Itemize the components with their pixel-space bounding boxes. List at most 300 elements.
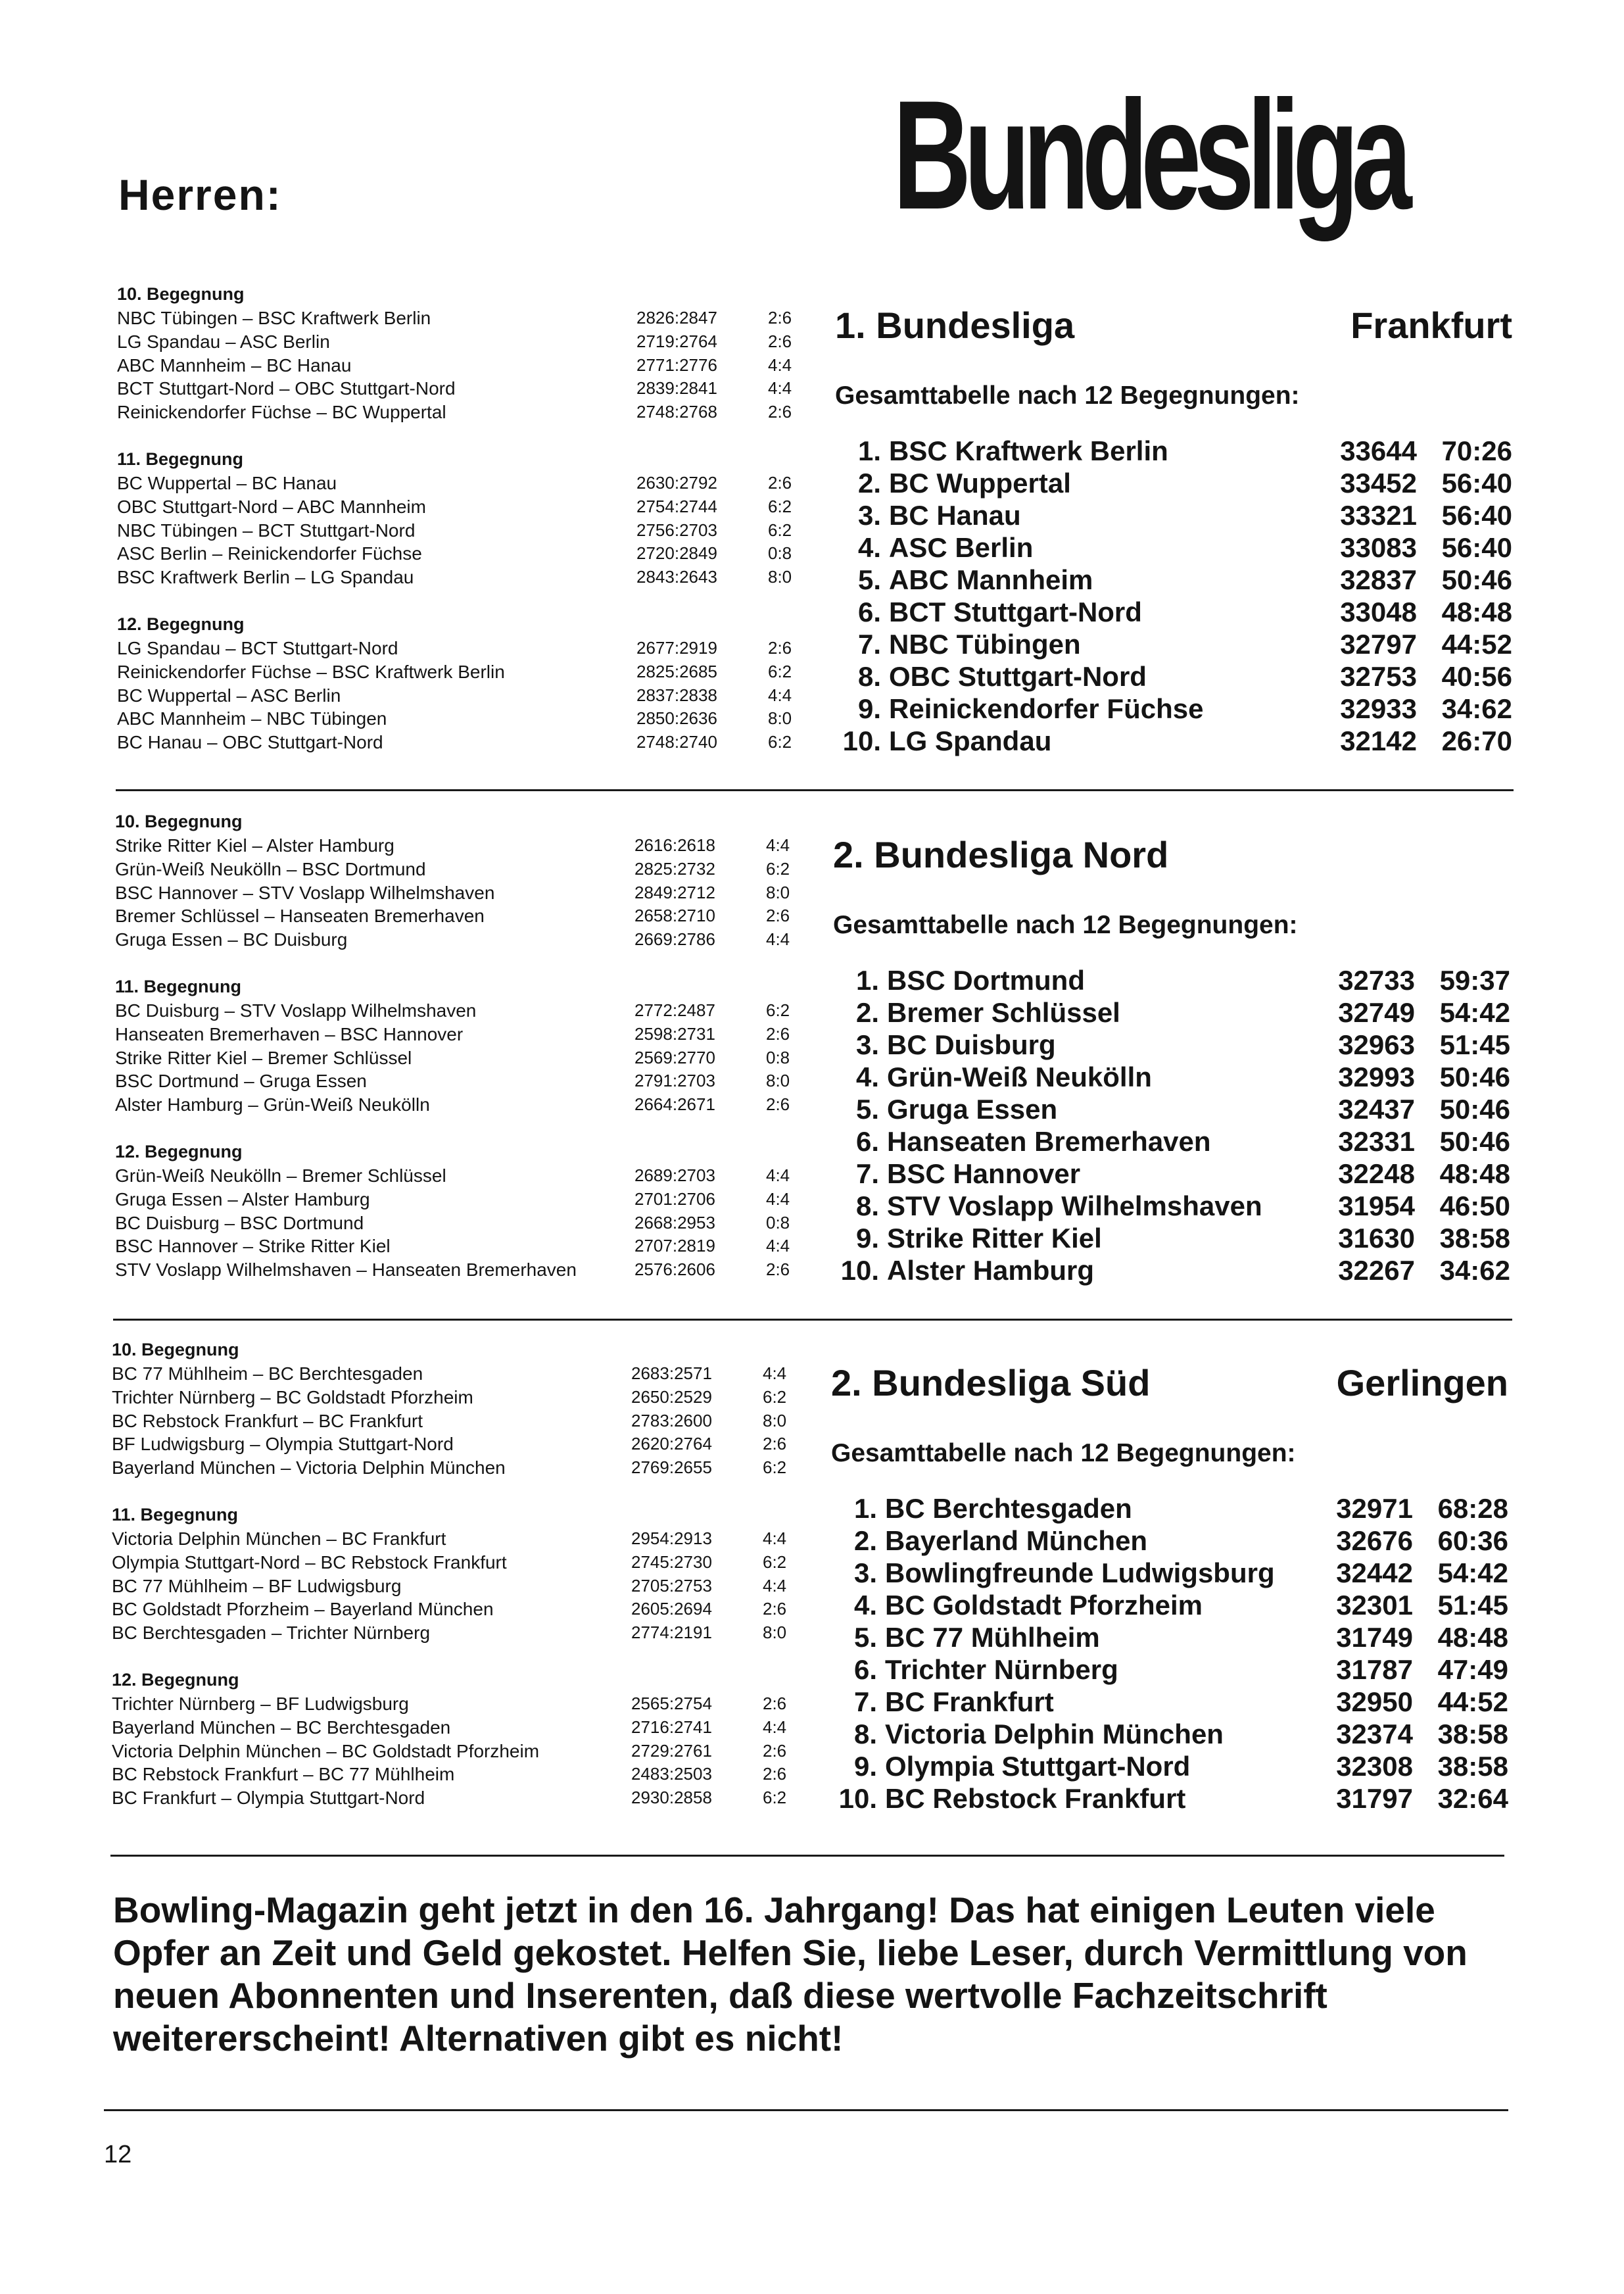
match-row xyxy=(112,1362,809,1386)
match-pins: 2839:2841 xyxy=(636,378,717,399)
standings-team: BSC Kraftwerk Berlin xyxy=(889,435,1168,466)
standings-rank: 7. xyxy=(855,1158,879,1189)
standings-rank: 9. xyxy=(857,693,881,724)
standings-team: Trichter Nürnberg xyxy=(885,1654,1118,1685)
match-teams: BC Wuppertal – ASC Berlin xyxy=(117,685,341,706)
match-points: 2:6 xyxy=(763,1434,787,1454)
match-pins: 2769:2655 xyxy=(631,1457,712,1478)
match-row xyxy=(115,1234,812,1258)
match-pins: 2771:2776 xyxy=(636,354,717,375)
match-teams: Reinickendorfer Füchse – BSC Kraftwerk Berlin xyxy=(117,661,505,682)
standings-team: Grün-Weiß Neukölln xyxy=(887,1062,1152,1092)
match-row xyxy=(117,401,814,424)
standings-points: 60:36 xyxy=(1437,1525,1508,1556)
standings-rank: 5. xyxy=(855,1094,879,1125)
match-pins: 2754:2744 xyxy=(636,496,717,516)
round-title: 12. Begegnung xyxy=(112,1669,239,1690)
league-name: 2. Bundesliga Nord xyxy=(833,834,1169,875)
match-teams: BC Rebstock Frankfurt – BC Frankfurt xyxy=(112,1410,423,1431)
round-title: 11. Begegnung xyxy=(112,1504,239,1525)
match-row xyxy=(115,1258,812,1282)
league-venue: Gerlingen xyxy=(1336,1362,1508,1403)
match-points: 2:6 xyxy=(768,472,792,493)
standings-pins: 32733 xyxy=(1338,965,1415,996)
standings-rank: 4. xyxy=(855,1062,879,1092)
match-teams: BC 77 Mühlheim – BF Ludwigsburg xyxy=(112,1575,402,1596)
match-points: 4:4 xyxy=(768,354,792,375)
match-row xyxy=(115,1188,812,1211)
standings-pins: 31954 xyxy=(1338,1190,1415,1221)
round-block xyxy=(117,447,814,589)
match-pins: 2616:2618 xyxy=(634,835,715,855)
match-teams: BSC Hannover – Strike Ritter Kiel xyxy=(115,1236,391,1257)
footer-divider xyxy=(104,2109,1508,2111)
standings-team: Bremer Schlüssel xyxy=(887,997,1120,1028)
league-name: 1. Bundesliga xyxy=(835,305,1075,346)
match-points: 4:4 xyxy=(766,929,790,950)
round-block xyxy=(115,1139,812,1282)
standings-points: 50:46 xyxy=(1441,564,1512,595)
standings-team: Alster Hamburg xyxy=(887,1255,1095,1286)
match-points: 6:2 xyxy=(763,1457,787,1478)
standings-points: 38:58 xyxy=(1437,1751,1508,1782)
match-row xyxy=(112,1692,809,1716)
match-points: 2:6 xyxy=(766,1023,790,1044)
match-pins: 2774:2191 xyxy=(631,1623,712,1643)
match-row xyxy=(117,472,814,495)
standings-points: 40:56 xyxy=(1441,661,1512,692)
league-1-table xyxy=(835,301,1512,757)
standings-row xyxy=(833,1158,1510,1190)
standings-row xyxy=(833,1190,1510,1222)
standings-row xyxy=(831,1492,1508,1525)
league-title xyxy=(835,301,1512,351)
match-pins: 2729:2761 xyxy=(631,1740,712,1761)
match-pins: 2772:2487 xyxy=(634,1000,715,1020)
standings-row xyxy=(833,1254,1510,1286)
standings-points: 50:46 xyxy=(1439,1126,1510,1157)
round-block xyxy=(112,1667,809,1810)
match-row xyxy=(112,1574,809,1598)
match-row xyxy=(112,1716,809,1740)
round-title: 12. Begegnung xyxy=(115,1141,243,1161)
standings-caption: Gesamttabelle nach 12 Begegnungen: xyxy=(835,381,1300,410)
standings-points: 68:28 xyxy=(1437,1493,1508,1524)
match-row xyxy=(115,1023,812,1046)
match-pins: 2825:2732 xyxy=(634,858,715,879)
standings-team: BC Rebstock Frankfurt xyxy=(885,1783,1186,1814)
standings-team: Strike Ritter Kiel xyxy=(887,1223,1102,1254)
standings-team: Bayerland München xyxy=(885,1525,1148,1556)
standings-rank: 9. xyxy=(855,1223,879,1254)
standings-team: BC Goldstadt Pforzheim xyxy=(885,1590,1203,1621)
match-points: 2:6 xyxy=(763,1599,787,1619)
match-points: 4:4 xyxy=(766,835,790,855)
standings-pins: 32963 xyxy=(1338,1029,1415,1060)
match-row xyxy=(112,1456,809,1480)
section-heading: Herren: xyxy=(118,170,282,219)
match-row xyxy=(117,495,814,519)
standings-pins: 33321 xyxy=(1340,500,1417,531)
standings-pins: 32374 xyxy=(1336,1719,1413,1749)
match-points: 4:4 xyxy=(763,1363,787,1383)
standings-points: 32:64 xyxy=(1437,1783,1508,1814)
match-pins: 2791:2703 xyxy=(634,1071,715,1091)
standings-row xyxy=(831,1718,1508,1750)
match-row xyxy=(117,684,814,708)
match-points: 4:4 xyxy=(766,1236,790,1256)
standings-team: Olympia Stuttgart-Nord xyxy=(885,1751,1191,1782)
match-row xyxy=(115,999,812,1023)
standings-row xyxy=(833,1061,1510,1093)
match-teams: BC Wuppertal – BC Hanau xyxy=(117,472,337,493)
match-teams: Victoria Delphin München – BC Goldstadt Pforzheim xyxy=(112,1740,540,1761)
match-pins: 2843:2643 xyxy=(636,567,717,587)
standings-row xyxy=(835,596,1512,628)
standings-pins: 32797 xyxy=(1340,629,1417,660)
match-teams: Alster Hamburg – Grün-Weiß Neukölln xyxy=(115,1094,430,1115)
standings-team: STV Voslapp Wilhelmshaven xyxy=(887,1190,1262,1221)
match-pins: 2748:2740 xyxy=(636,732,717,752)
match-points: 6:2 xyxy=(763,1551,787,1572)
match-points: 2:6 xyxy=(763,1764,787,1784)
match-points: 2:6 xyxy=(768,402,792,422)
standings-pins: 32837 xyxy=(1340,564,1417,595)
standings-row xyxy=(831,1750,1508,1782)
match-teams: BSC Hannover – STV Voslapp Wilhelmshaven xyxy=(115,882,495,903)
standings-points: 44:52 xyxy=(1441,629,1512,660)
page-number: 12 xyxy=(104,2141,132,2168)
standings-rank: 4. xyxy=(853,1590,877,1621)
match-pins: 2954:2913 xyxy=(631,1528,712,1548)
round-title: 11. Begegnung xyxy=(115,976,242,996)
standings-points: 56:40 xyxy=(1441,532,1512,563)
match-row xyxy=(117,354,814,378)
match-row xyxy=(112,1598,809,1621)
match-pins: 2716:2741 xyxy=(631,1717,712,1737)
standings-rank: 1. xyxy=(857,435,881,466)
standings-row xyxy=(831,1653,1508,1686)
standings-caption: Gesamttabelle nach 12 Begegnungen: xyxy=(833,911,1298,939)
match-points: 4:4 xyxy=(763,1575,787,1596)
standings-row xyxy=(833,1093,1510,1125)
league-3-results xyxy=(112,1337,809,1832)
standings-team: OBC Stuttgart-Nord xyxy=(889,661,1147,692)
standings-row xyxy=(835,531,1512,564)
match-row xyxy=(117,731,814,754)
match-pins: 2658:2710 xyxy=(634,906,715,926)
match-points: 4:4 xyxy=(763,1528,787,1548)
match-row xyxy=(112,1621,809,1645)
match-pins: 2783:2600 xyxy=(631,1410,712,1430)
match-teams: Reinickendorfer Füchse – BC Wuppertal xyxy=(117,402,446,423)
standings-row xyxy=(835,564,1512,596)
match-points: 2:6 xyxy=(766,906,790,926)
match-pins: 2705:2753 xyxy=(631,1575,712,1596)
standings-pins: 32331 xyxy=(1338,1126,1415,1157)
match-points: 6:2 xyxy=(763,1386,787,1407)
match-pins: 2748:2768 xyxy=(636,402,717,422)
match-points: 4:4 xyxy=(766,1188,790,1209)
match-row xyxy=(112,1409,809,1433)
match-row xyxy=(115,1211,812,1235)
standings-row xyxy=(831,1589,1508,1621)
match-teams: BC Duisburg – BSC Dortmund xyxy=(115,1212,364,1233)
standings-points: 56:40 xyxy=(1441,500,1512,531)
match-row xyxy=(117,637,814,660)
match-teams: BF Ludwigsburg – Olympia Stuttgart-Nord xyxy=(112,1434,454,1455)
match-pins: 2689:2703 xyxy=(634,1165,715,1185)
match-points: 8:0 xyxy=(768,708,792,729)
match-points: 2:6 xyxy=(768,637,792,658)
match-teams: Grün-Weiß Neukölln – Bremer Schlüssel xyxy=(115,1165,446,1186)
standings-pins: 33083 xyxy=(1340,532,1417,563)
match-row xyxy=(115,1093,812,1117)
standings-pins: 31630 xyxy=(1338,1223,1415,1254)
match-points: 8:0 xyxy=(766,882,790,902)
standings-points: 26:70 xyxy=(1441,725,1512,756)
standings-rank: 3. xyxy=(853,1557,877,1588)
standings-team: BC Frankfurt xyxy=(885,1686,1054,1717)
standings-row xyxy=(835,435,1512,467)
standings-rank: 5. xyxy=(857,564,881,595)
standings-rank: 8. xyxy=(853,1719,877,1749)
match-pins: 2483:2503 xyxy=(631,1764,712,1784)
match-teams: ABC Mannheim – BC Hanau xyxy=(117,354,352,376)
match-pins: 2930:2858 xyxy=(631,1788,712,1808)
standings-rank: 2. xyxy=(853,1525,877,1556)
standings-pins: 33644 xyxy=(1340,435,1417,466)
standings-team: BSC Dortmund xyxy=(887,965,1085,996)
standings-points: 47:49 xyxy=(1437,1654,1508,1685)
match-teams: BC Rebstock Frankfurt – BC 77 Mühlheim xyxy=(112,1764,455,1785)
standings-row xyxy=(831,1621,1508,1653)
match-pins: 2605:2694 xyxy=(631,1599,712,1619)
match-pins: 2837:2838 xyxy=(636,685,717,705)
standings-pins: 32267 xyxy=(1338,1255,1415,1286)
match-teams: BC Frankfurt – Olympia Stuttgart-Nord xyxy=(112,1788,425,1809)
standings-pins: 32749 xyxy=(1338,997,1415,1028)
section-divider xyxy=(116,789,1514,791)
standings-pins: 32993 xyxy=(1338,1062,1415,1092)
standings-rank: 10. xyxy=(842,725,881,756)
match-row xyxy=(115,1069,812,1093)
standings-rank: 7. xyxy=(853,1686,877,1717)
standings-rank: 6. xyxy=(857,597,881,627)
match-points: 8:0 xyxy=(763,1623,787,1643)
match-points: 4:4 xyxy=(766,1165,790,1185)
match-row xyxy=(112,1763,809,1786)
standings-row xyxy=(831,1525,1508,1557)
standings-points: 51:45 xyxy=(1437,1590,1508,1621)
standings-points: 48:48 xyxy=(1439,1158,1510,1189)
match-teams: BC Goldstadt Pforzheim – Bayerland München xyxy=(112,1599,494,1620)
standings-team: BSC Hannover xyxy=(887,1158,1081,1189)
standings-pins: 32301 xyxy=(1336,1590,1413,1621)
standings-row xyxy=(831,1557,1508,1589)
match-points: 0:8 xyxy=(766,1212,790,1232)
match-teams: Trichter Nürnberg – BF Ludwigsburg xyxy=(112,1693,409,1714)
match-row xyxy=(112,1786,809,1810)
match-pins: 2850:2636 xyxy=(636,708,717,729)
standings-team: Victoria Delphin München xyxy=(885,1719,1224,1749)
standings-points: 34:62 xyxy=(1441,693,1512,724)
standings-points: 44:52 xyxy=(1437,1686,1508,1717)
match-teams: ASC Berlin – Reinickendorfer Füchse xyxy=(117,543,422,564)
match-teams: Bayerland München – Victoria Delphin München xyxy=(112,1457,506,1478)
match-points: 6:2 xyxy=(768,520,792,540)
match-points: 2:6 xyxy=(763,1740,787,1761)
league-2-results xyxy=(115,809,812,1304)
standings-row xyxy=(831,1686,1508,1718)
standings-pins: 33452 xyxy=(1340,468,1417,499)
standings-team: NBC Tübingen xyxy=(889,629,1081,660)
match-row xyxy=(117,566,814,589)
match-row xyxy=(115,881,812,905)
standings-pins: 33048 xyxy=(1340,597,1417,627)
standings-team: Hanseaten Bremerhaven xyxy=(887,1126,1211,1157)
standings-rank: 8. xyxy=(855,1190,879,1221)
standings-points: 50:46 xyxy=(1439,1094,1510,1125)
standings-points: 48:48 xyxy=(1437,1622,1508,1653)
match-points: 6:2 xyxy=(766,1000,790,1020)
match-row xyxy=(117,707,814,731)
standings-team: BC Hanau xyxy=(889,500,1021,531)
match-teams: STV Voslapp Wilhelmshaven – Hanseaten Bremerhaven xyxy=(115,1259,577,1281)
match-pins: 2664:2671 xyxy=(634,1094,715,1115)
match-teams: Hanseaten Bremerhaven – BSC Hannover xyxy=(115,1023,464,1044)
match-row xyxy=(117,330,814,354)
section-divider xyxy=(113,1319,1512,1321)
standings-rank: 9. xyxy=(853,1751,877,1782)
match-pins: 2719:2764 xyxy=(636,331,717,351)
match-pins: 2576:2606 xyxy=(634,1259,715,1280)
standings-pins: 32308 xyxy=(1336,1751,1413,1782)
match-pins: 2668:2953 xyxy=(634,1212,715,1232)
round-block xyxy=(115,974,812,1117)
standings-pins: 32248 xyxy=(1338,1158,1415,1189)
match-points: 6:2 xyxy=(768,661,792,681)
league-title xyxy=(833,830,1510,880)
match-points: 8:0 xyxy=(766,1071,790,1091)
standings-points: 54:42 xyxy=(1439,997,1510,1028)
match-row xyxy=(112,1527,809,1551)
round-block xyxy=(112,1337,809,1480)
standings-points: 51:45 xyxy=(1439,1029,1510,1060)
match-teams: Bayerland München – BC Berchtesgaden xyxy=(112,1717,451,1738)
standings-points: 50:46 xyxy=(1439,1062,1510,1092)
match-teams: Gruga Essen – BC Duisburg xyxy=(115,929,348,950)
standings-pins: 31749 xyxy=(1336,1622,1413,1653)
standings-rank: 6. xyxy=(853,1654,877,1685)
match-points: 4:4 xyxy=(763,1717,787,1737)
league-venue: Frankfurt xyxy=(1350,305,1512,346)
league-2-table xyxy=(833,830,1510,1286)
match-pins: 2669:2786 xyxy=(634,929,715,950)
match-teams: Grün-Weiß Neukölln – BSC Dortmund xyxy=(115,858,426,879)
standings-rank: 6. xyxy=(855,1126,879,1157)
standings-row xyxy=(835,660,1512,693)
standings-pins: 31797 xyxy=(1336,1783,1413,1814)
round-title: 10. Begegnung xyxy=(112,1340,239,1359)
standings-row xyxy=(835,628,1512,660)
match-row xyxy=(115,1046,812,1070)
standings-table xyxy=(833,964,1510,1286)
standings-rank: 10. xyxy=(840,1255,879,1286)
match-row xyxy=(117,306,814,330)
round-title: 10. Begegnung xyxy=(115,812,243,831)
match-teams: BCT Stuttgart-Nord – OBC Stuttgart-Nord xyxy=(117,378,456,399)
match-pins: 2701:2706 xyxy=(634,1188,715,1209)
match-row xyxy=(117,542,814,566)
match-pins: 2707:2819 xyxy=(634,1236,715,1256)
standings-team: LG Spandau xyxy=(889,725,1052,756)
match-pins: 2720:2849 xyxy=(636,543,717,564)
league-3-table xyxy=(831,1358,1508,1815)
standings-row xyxy=(835,693,1512,725)
standings-pins: 32971 xyxy=(1336,1493,1413,1524)
standings-team: Reinickendorfer Füchse xyxy=(889,693,1204,724)
match-teams: BC Hanau – OBC Stuttgart-Nord xyxy=(117,732,383,753)
standings-team: Bowlingfreunde Ludwigsburg xyxy=(885,1557,1275,1588)
league-name: 2. Bundesliga Süd xyxy=(831,1362,1151,1403)
standings-team: Gruga Essen xyxy=(887,1094,1058,1125)
standings-team: ABC Mannheim xyxy=(889,564,1093,595)
standings-team: BCT Stuttgart-Nord xyxy=(889,597,1142,627)
standings-pins: 32142 xyxy=(1340,725,1417,756)
match-row xyxy=(112,1740,809,1763)
match-teams: Bremer Schlüssel – Hanseaten Bremerhaven xyxy=(115,906,485,927)
match-teams: Trichter Nürnberg – BC Goldstadt Pforzheim xyxy=(112,1386,473,1407)
standings-points: 34:62 xyxy=(1439,1255,1510,1286)
standings-rank: 8. xyxy=(857,661,881,692)
round-block xyxy=(117,281,814,424)
match-pins: 2565:2754 xyxy=(631,1693,712,1713)
round-title: 12. Begegnung xyxy=(117,614,245,634)
standings-row xyxy=(833,996,1510,1029)
round-title: 11. Begegnung xyxy=(117,449,244,469)
match-teams: Victoria Delphin München – BC Frankfurt xyxy=(112,1528,446,1549)
standings-caption: Gesamttabelle nach 12 Begegnungen: xyxy=(831,1439,1296,1467)
standings-points: 54:42 xyxy=(1437,1557,1508,1588)
match-teams: BC Duisburg – STV Voslapp Wilhelmshaven xyxy=(115,1000,477,1021)
standings-pins: 32437 xyxy=(1338,1094,1415,1125)
match-teams: BC 77 Mühlheim – BC Berchtesgaden xyxy=(112,1363,423,1384)
match-teams: BC Berchtesgaden – Trichter Nürnberg xyxy=(112,1623,431,1644)
standings-points: 38:58 xyxy=(1439,1223,1510,1254)
match-teams: Strike Ritter Kiel – Bremer Schlüssel xyxy=(115,1047,412,1068)
match-points: 2:6 xyxy=(768,308,792,328)
match-pins: 2620:2764 xyxy=(631,1434,712,1454)
round-block xyxy=(115,809,812,952)
match-teams: NBC Tübingen – BSC Kraftwerk Berlin xyxy=(117,308,431,328)
match-teams: LG Spandau – ASC Berlin xyxy=(117,331,330,352)
standings-team: ASC Berlin xyxy=(889,532,1034,563)
match-points: 4:4 xyxy=(768,378,792,399)
standings-table xyxy=(831,1492,1508,1815)
standings-team: BC 77 Mühlheim xyxy=(885,1622,1100,1653)
match-teams: ABC Mannheim – NBC Tübingen xyxy=(117,708,387,729)
match-points: 6:2 xyxy=(768,496,792,516)
match-row xyxy=(117,660,814,684)
match-row xyxy=(115,1164,812,1188)
match-pins: 2683:2571 xyxy=(631,1363,712,1383)
match-row xyxy=(115,834,812,858)
standings-rank: 2. xyxy=(855,997,879,1028)
standings-points: 59:37 xyxy=(1439,965,1510,996)
standings-pins: 32753 xyxy=(1340,661,1417,692)
league-1-results xyxy=(117,281,814,777)
